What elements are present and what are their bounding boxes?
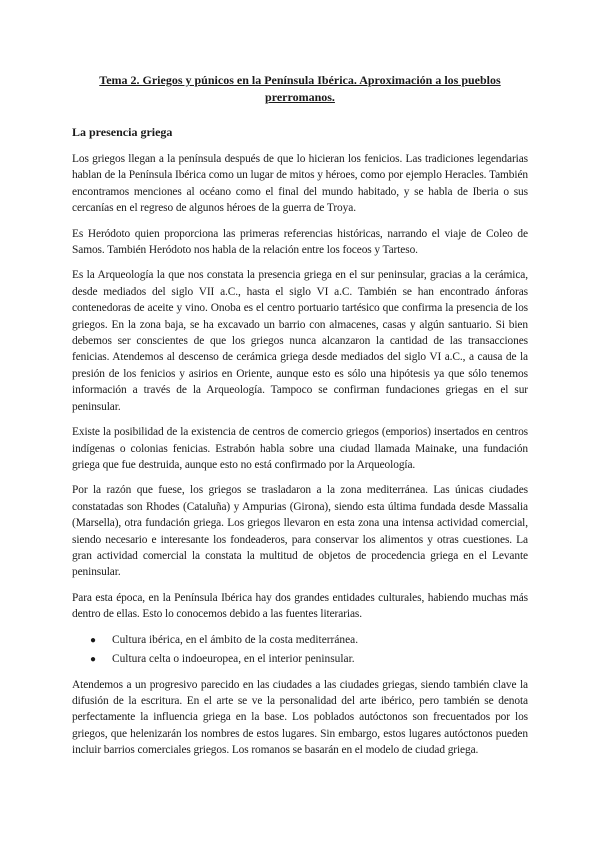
bullet-icon: ● (90, 634, 97, 646)
paragraph-3: Es la Arqueología la que nos constata la presencia griega en el sur peninsular, gracias a la cerámica, desde mediados del siglo VII a.C., hasta el siglo VI a.C. También se han encontrado ánforas contenedoras de aceite y vino. Onoba es el centro portuario tartésico que confirma la presencia de los griegos. En la zona baja, se ha excavado un barrio con almacenes, casas y algún santuario. Si bien debemos ser conscientes de que los griegos nunca alcanzaron la cantidad de las transacciones fenicias. Atendemos al descenso de cerámica griega desde mediados del siglo VI a.C., a causa de la presión de los fenicios y asirios en Oriente, aunque esto es sólo una hipótesis ya que sólo tenemos información a través de la Arqueología. Tampoco se confirman fundaciones griegas en el sur peninsular. (72, 269, 528, 413)
list-item (90, 651, 528, 668)
paragraph-6: Para esta época, en la Península Ibérica hay dos grandes entidades culturales, habiendo muchas más dentro de ellas. Esto lo conocemos debido a las fuentes literarias. (72, 591, 528, 621)
list-item-text: Cultura celta o indoeuropea, en el interior peninsular. (112, 652, 355, 665)
paragraph-2: Es Heródoto quien proporciona las primeras referencias históricas, narrando el viaje de Coleo de Samos. También Heródoto nos habla de la relación entre los foceos y Tarteso. (72, 227, 528, 257)
paragraph-1: Los griegos llegan a la península después de que lo hicieran los fenicios. Las tradiciones legendarias hablan de la Península Ibérica como un lugar de mitos y héroes, como por ejemplo Heracles. También encontramos menciones al océano como el final del mundo habitado, y se habla de Iberia o sus cercanías en el regreso de algunos héroes de la guerra de Troya. (72, 153, 528, 215)
closing-paragraph: Atendemos a un progresivo parecido en las ciudades a las ciudades griegas, siendo también clave la difusión de la escritura. En el arte se ve la personalidad del arte ibérico, pero también se denota perfectamente la influencia griega en la base. Los poblados autóctonos son frecuentados por los griegos, que helenizarán los nombres de estos lugares. Sin embargo, estos lugares autóctonos pueden incluir barrios comerciales griegos. Los romanos se basarán en el modelo de ciudad griega. (72, 678, 528, 757)
bullet-icon: ● (90, 653, 97, 665)
paragraph-4: Existe la posibilidad de la existencia de centros de comercio griegos (emporios) insertados en centros indígenas o colonias fenicias. Estrabón habla sobre una ciudad llamada Mainake, una fundación griega que fue destruida, aunque esto no está confirmado por la Arqueología. (72, 426, 528, 471)
list-item (90, 632, 528, 649)
paragraph-5: Por la razón que fuese, los griegos se trasladaron a la zona mediterránea. Las únicas ciudades constatadas son Rhodes (Cataluña) y Ampurias (Girona), siendo esta última fundada desde Massalia (Marsella), otra fundación griega. Los griegos llevaron en esta zona una intensa actividad comercial, siendo necesario e interesante los fondeaderos, para conservar los alimentos y otras cuestiones. La gran actividad comercial la constata la multitud de objetos de procedencia griega en el Levante peninsular. (72, 484, 528, 579)
section-heading: La presencia griega (72, 125, 173, 139)
list-item-text: Cultura ibérica, en el ámbito de la costa mediterránea. (112, 633, 359, 646)
document-title: Tema 2. Griegos y púnicos en la Península Ibérica. Aproximación a los pueblos prerromanos. (99, 73, 501, 104)
bullet-list (72, 632, 528, 668)
